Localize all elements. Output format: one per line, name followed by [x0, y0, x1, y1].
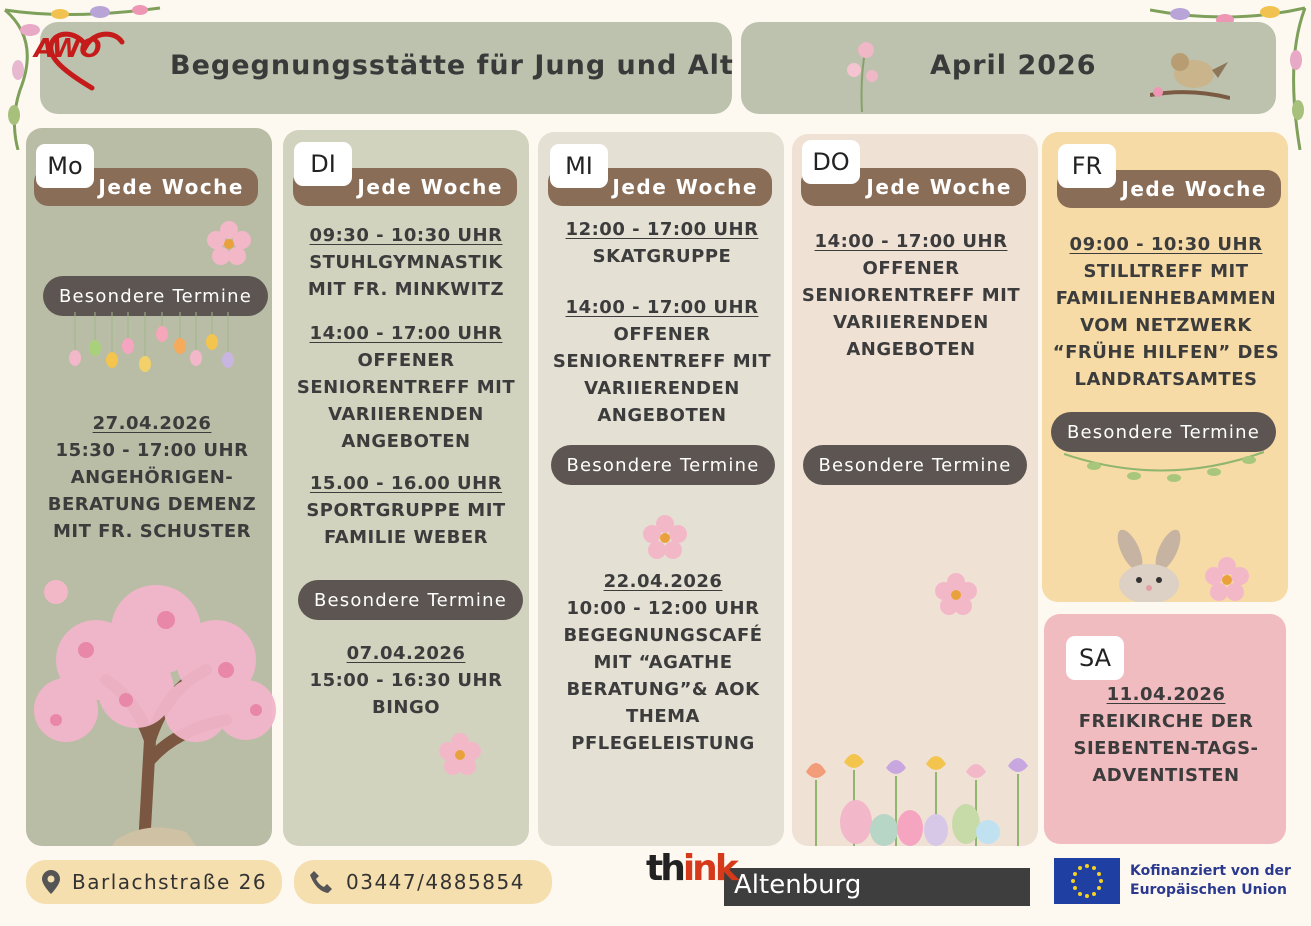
- event-line: ANGEHÖRIGEN-: [70, 467, 234, 488]
- tulips-eggs-icon: [796, 750, 1036, 846]
- event-line: BERATUNG DEMENZ: [47, 494, 257, 515]
- event-line: SIEBENTEN-TAGS-: [1073, 738, 1259, 759]
- special-event-saturday: [1050, 681, 1282, 789]
- think-logo-word-a: th: [646, 848, 683, 889]
- weekly-event-tuesday-1: [290, 222, 522, 303]
- phone-box: [294, 860, 552, 904]
- flower-sprig-icon: [832, 36, 892, 112]
- day-label-friday: FR: [1058, 144, 1116, 188]
- eu-line2: Europäischen Union: [1130, 882, 1287, 898]
- address-text: Barlachstraße 26: [72, 870, 268, 894]
- weekly-event-wednesday-2: [545, 294, 779, 429]
- event-date: 11.04.2026: [1106, 684, 1226, 705]
- event-line: SKATGRUPPE: [592, 246, 732, 267]
- event-date: 07.04.2026: [346, 643, 466, 664]
- weekly-event-thursday-1: [796, 228, 1026, 363]
- address-box: [26, 860, 282, 904]
- event-line: ANGEBOTEN: [597, 405, 727, 426]
- special-event-monday: [36, 410, 268, 545]
- event-line: MIT FR. SCHUSTER: [52, 521, 251, 542]
- special-event-tuesday: [290, 640, 522, 721]
- event-line: MIT “AGATHE: [593, 652, 733, 673]
- day-label-monday: Mo: [36, 144, 94, 188]
- day-label-saturday: SA: [1066, 636, 1124, 680]
- event-line: OFFENER: [613, 324, 711, 345]
- event-line: ANGEBOTEN: [846, 339, 976, 360]
- weekly-event-wednesday-1: [545, 216, 779, 270]
- event-date: 27.04.2026: [92, 413, 212, 434]
- special-pill-thursday: Besondere Termine: [803, 445, 1027, 485]
- event-date: 22.04.2026: [603, 571, 723, 592]
- weekly-pill-friday: Jede Woche: [1057, 170, 1281, 208]
- weekly-pill-wednesday: Jede Woche: [548, 168, 772, 206]
- event-time: 14:00 - 17:00 UHR: [565, 297, 759, 318]
- think-logo-word: [646, 848, 736, 889]
- phone-text: 03447/4885854: [346, 870, 525, 894]
- event-line: FREIKIRCHE DER: [1078, 711, 1254, 732]
- event-line: 10:00 - 12:00 UHR: [566, 598, 760, 619]
- special-pill-monday: Besondere Termine: [43, 276, 268, 316]
- event-time: 09:00 - 10:30 UHR: [1069, 234, 1263, 255]
- bunny-icon: [1104, 528, 1194, 602]
- event-time: 14:00 - 17:00 UHR: [814, 231, 1008, 252]
- event-time: 12:00 - 17:00 UHR: [565, 219, 759, 240]
- logo-text: AWO: [34, 34, 101, 64]
- blossom-icon: [1204, 556, 1250, 602]
- event-line: THEMA: [626, 706, 700, 727]
- event-line: LANDRATSAMTES: [1074, 369, 1258, 390]
- blossom-icon: [642, 514, 688, 560]
- event-line: VOM NETZWERK: [1080, 315, 1252, 336]
- special-pill-wednesday: Besondere Termine: [551, 445, 775, 485]
- event-line: SENIORENTREFF MIT: [552, 351, 772, 372]
- blossom-icon: [206, 220, 252, 266]
- cherry-tree-icon: [26, 570, 280, 846]
- event-line: STUHLGYMNASTIK: [309, 252, 503, 273]
- event-line: “FRÜHE HILFEN” DES: [1052, 342, 1280, 363]
- special-event-wednesday: [545, 568, 781, 757]
- event-line: SENIORENTREFF MIT: [296, 377, 516, 398]
- blossom-icon: [438, 732, 482, 776]
- event-line: ANGEBOTEN: [341, 431, 471, 452]
- event-line: BEGEGNUNGSCAFÉ: [563, 625, 763, 646]
- event-line: FAMILIENHEBAMMEN: [1055, 288, 1277, 309]
- blossom-icon: [934, 572, 978, 616]
- hanging-eggs-icon: [60, 312, 250, 376]
- event-line: STILLTREFF MIT: [1083, 261, 1249, 282]
- event-line: BERATUNG”& AOK: [566, 679, 760, 700]
- special-pill-friday: Besondere Termine: [1051, 412, 1276, 452]
- month-title: April 2026: [930, 50, 1097, 81]
- day-label-tuesday: DI: [294, 142, 352, 186]
- location-pin-icon: [42, 870, 60, 894]
- weekly-pill-thursday: Jede Woche: [801, 168, 1026, 206]
- phone-icon: [308, 869, 334, 895]
- day-label-thursday: DO: [802, 140, 860, 184]
- event-line: VARIIERENDEN: [584, 378, 740, 399]
- event-line: BINGO: [371, 697, 441, 718]
- weekly-event-tuesday-3: [290, 470, 522, 551]
- event-line: VARIIERENDEN: [833, 312, 989, 333]
- event-line: FAMILIE WEBER: [323, 527, 489, 548]
- bird-icon: [1150, 40, 1230, 110]
- vine-garland-icon: [1064, 448, 1264, 492]
- page-title: Begegnungsstätte für Jung und Alt: [170, 50, 734, 81]
- event-line: VARIIERENDEN: [328, 404, 484, 425]
- think-logo-city: Altenburg: [734, 870, 862, 900]
- think-logo-word-b: ink: [682, 848, 736, 889]
- event-line: SPORTGRUPPE MIT: [306, 500, 506, 521]
- eu-flag-icon: [1054, 858, 1120, 904]
- event-line: OFFENER: [357, 350, 455, 371]
- event-time: 09:30 - 10:30 UHR: [309, 225, 503, 246]
- event-line: MIT FR. MINKWITZ: [307, 279, 505, 300]
- event-time: 14:00 - 17:00 UHR: [309, 323, 503, 344]
- event-line: SENIORENTREFF MIT: [801, 285, 1021, 306]
- event-line: PFLEGELEISTUNG: [571, 733, 755, 754]
- event-time: 15.00 - 16.00 UHR: [309, 473, 503, 494]
- event-line: OFFENER: [862, 258, 960, 279]
- weekly-pill-tuesday: Jede Woche: [293, 168, 517, 206]
- event-line: 15:00 - 16:30 UHR: [309, 670, 503, 691]
- eu-line1: Kofinanziert von der: [1130, 863, 1291, 879]
- weekly-event-tuesday-2: [290, 320, 522, 455]
- day-label-wednesday: MI: [550, 144, 608, 188]
- event-line: 15:30 - 17:00 UHR: [55, 440, 249, 461]
- weekly-event-friday-1: [1048, 231, 1284, 393]
- weekly-pill-monday: Jede Woche: [34, 168, 258, 206]
- event-line: ADVENTISTEN: [1092, 765, 1240, 786]
- eu-funding-text: [1130, 862, 1291, 900]
- special-pill-tuesday: Besondere Termine: [298, 580, 523, 620]
